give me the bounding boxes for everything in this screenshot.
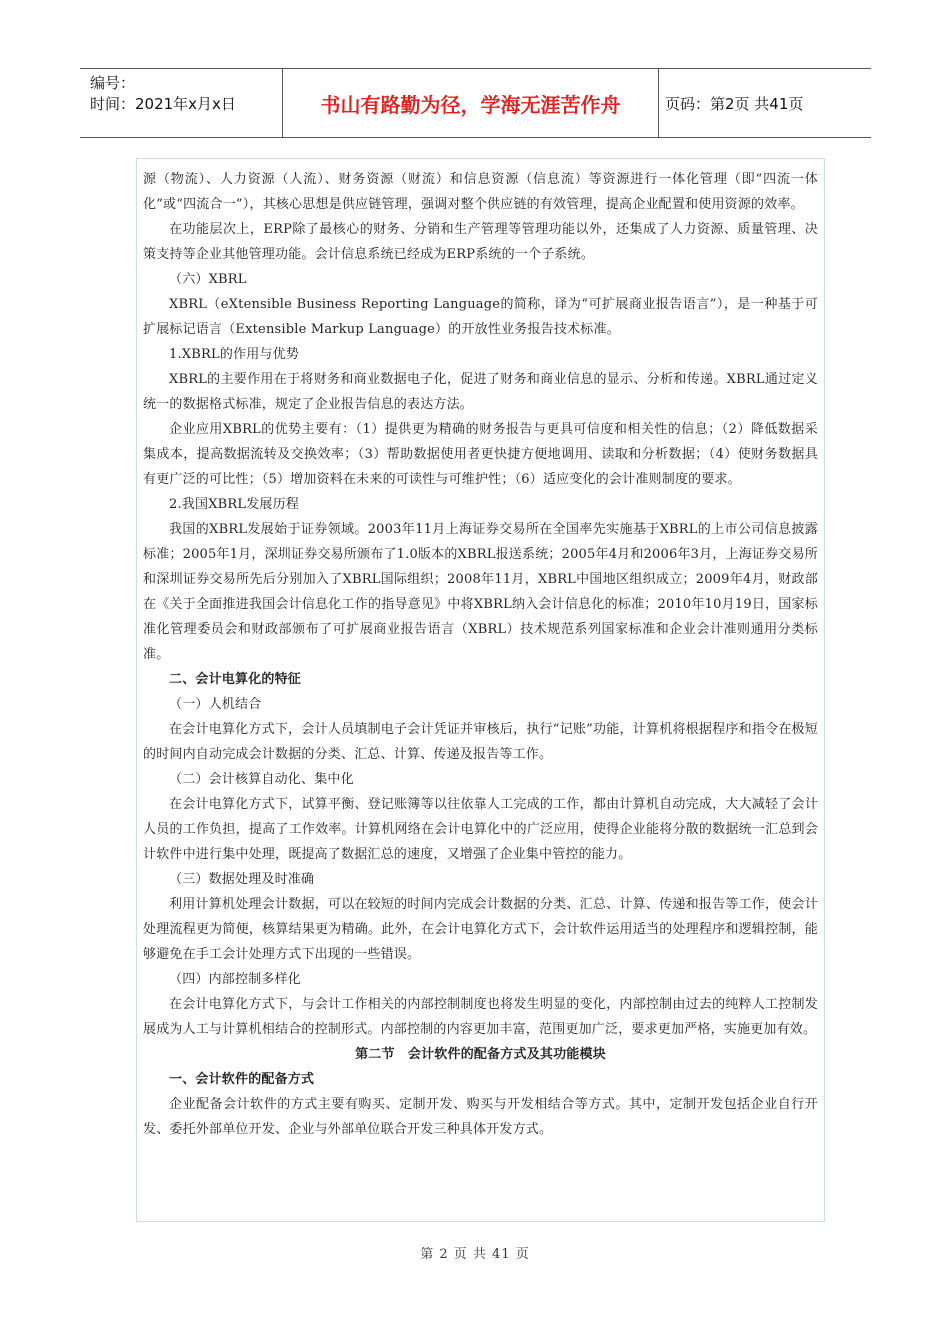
body-paragraph: 我国的XBRL发展始于证券领域。2003年11月上海证券交易所在全国率先实施基于XBRL的上市公司信息披露标准；2005年1月，深圳证券交易所颁布了1.0版本的XBRL报送系统；2005年4月和2006年3月，上海证券交易所和深圳证券交易所先后分别加入了XBRL国际组织；2008年11月，XBRL中国地区组织成立；2009年4月，财政部在《关于全面推进我国会计信息化工作的指导意见》中将XBRL纳入会计信息化的标准；2010年10月19日，国家标准化管理委员会和财政部颁布了可扩展商业报告语言（XBRL）技术规范系列国家标准和企业会计准则通用分类标准。 — [143, 522, 818, 662]
subsection-heading: 二、会计电算化的特征 — [169, 672, 302, 687]
body-paragraph: 企业应用XBRL的优势主要有：（1）提供更为精确的财务报告与更具可信度和相关性的信息；（2）降低数据采集成本，提高数据流转及交换效率；（3）帮助数据使用者更快捷方便地调用、读取和分析数据；（4）使财务数据具有更广泛的可比性；（5）增加资料在未来的可读性与可维护性；（6）适应变化的会计准则制度的要求。 — [143, 422, 818, 487]
header-page-cell — [659, 69, 871, 137]
section-heading: 第二节 会计软件的配备方式及其功能模块 — [355, 1047, 606, 1062]
body-paragraph: 企业配备会计软件的方式主要有购买、定制开发、购买与开发相结合等方式。其中，定制开发包括企业自行开发、委托外部单位开发、企业与外部单位联合开发三种具体开发方式。 — [143, 1097, 818, 1137]
document-number-label: 编号： — [90, 74, 136, 92]
body-paragraph: XBRL（eXtensible Business Reporting Language的简称，译为“可扩展商业报告语言”），是一种基于可扩展标记语言（Extensible Markup Language）的开放性业务报告技术标准。 — [143, 297, 818, 337]
body-paragraph: 利用计算机处理会计数据，可以在较短的时间内完成会计数据的分类、汇总、计算、传递和报告等工作，使会计处理流程更为简便，核算结果更为精确。此外，在会计电算化方式下，会计软件运用适当的处理程序和逻辑控制，能够避免在手工会计处理方式下出现的一些错误。 — [143, 897, 818, 962]
body-paragraph: 在功能层次上，ERP除了最核心的财务、分销和生产管理等管理功能以外，还集成了人力资源、质量管理、决策支持等企业其他管理功能。会计信息系统已经成为ERP系统的一个子系统。 — [143, 222, 818, 262]
body-paragraph: （六）XBRL — [169, 272, 247, 287]
body-paragraph: 2.我国XBRL发展历程 — [169, 497, 300, 512]
body-paragraph: 在会计电算化方式下，会计人员填制电子会计凭证并审核后，执行“记账”功能，计算机将根据程序和指令在极短的时间内自动完成会计数据的分类、汇总、计算、传递及报告等工作。 — [143, 722, 818, 762]
document-body — [136, 158, 825, 1222]
body-paragraph: 1.XBRL的作用与优势 — [169, 347, 300, 362]
body-paragraph: （三）数据处理及时准确 — [169, 872, 315, 887]
header-page-info: 页码：第2页 共41页 — [665, 94, 804, 113]
body-paragraph: （四）内部控制多样化 — [169, 972, 302, 987]
header-motto: 书山有路勤为径，学海无涯苦作舟 — [320, 92, 621, 117]
body-paragraph: （一）人机结合 — [169, 697, 262, 712]
body-paragraph: XBRL的主要作用在于将财务和商业数据电子化，促进了财务和商业信息的显示、分析和传递。XBRL通过定义统一的数据格式标准，规定了企业报告信息的表达方法。 — [143, 372, 818, 412]
document-time-label: 时间：2021年x月x日 — [90, 95, 236, 113]
page-header — [80, 68, 871, 138]
body-paragraph: 源（物流）、人力资源（人流）、财务资源（财流）和信息资源（信息流）等资源进行一体化管理（即“四流一体化”或“四流合一”），其核心思想是供应链管理，强调对整个供应链的有效管理，提高企业配置和使用资源的效率。 — [143, 172, 818, 212]
body-paragraph: 在会计电算化方式下，试算平衡、登记账簿等以往依靠人工完成的工作，都由计算机自动完成，大大减轻了会计人员的工作负担，提高了工作效率。计算机网络在会计电算化中的广泛应用，使得企业能将分散的数据统一汇总到会计软件中进行集中处理，既提高了数据汇总的速度，又增强了企业集中管控的能力。 — [143, 797, 818, 862]
subsection-heading: 一、会计软件的配备方式 — [169, 1072, 315, 1087]
body-paragraph: （二）会计核算自动化、集中化 — [169, 772, 354, 787]
body-paragraph: 在会计电算化方式下，与会计工作相关的内部控制制度也将发生明显的变化，内部控制由过去的纯粹人工控制发展成为人工与计算机相结合的控制形式。内部控制的内容更加丰富，范围更加广泛，要求更加严格，实施更加有效。 — [143, 997, 818, 1037]
header-motto-cell — [282, 69, 659, 137]
footer-page-number: 第 2 页 共 41 页 — [420, 1247, 530, 1262]
page-footer — [0, 1243, 950, 1262]
header-meta-cell — [80, 69, 282, 137]
